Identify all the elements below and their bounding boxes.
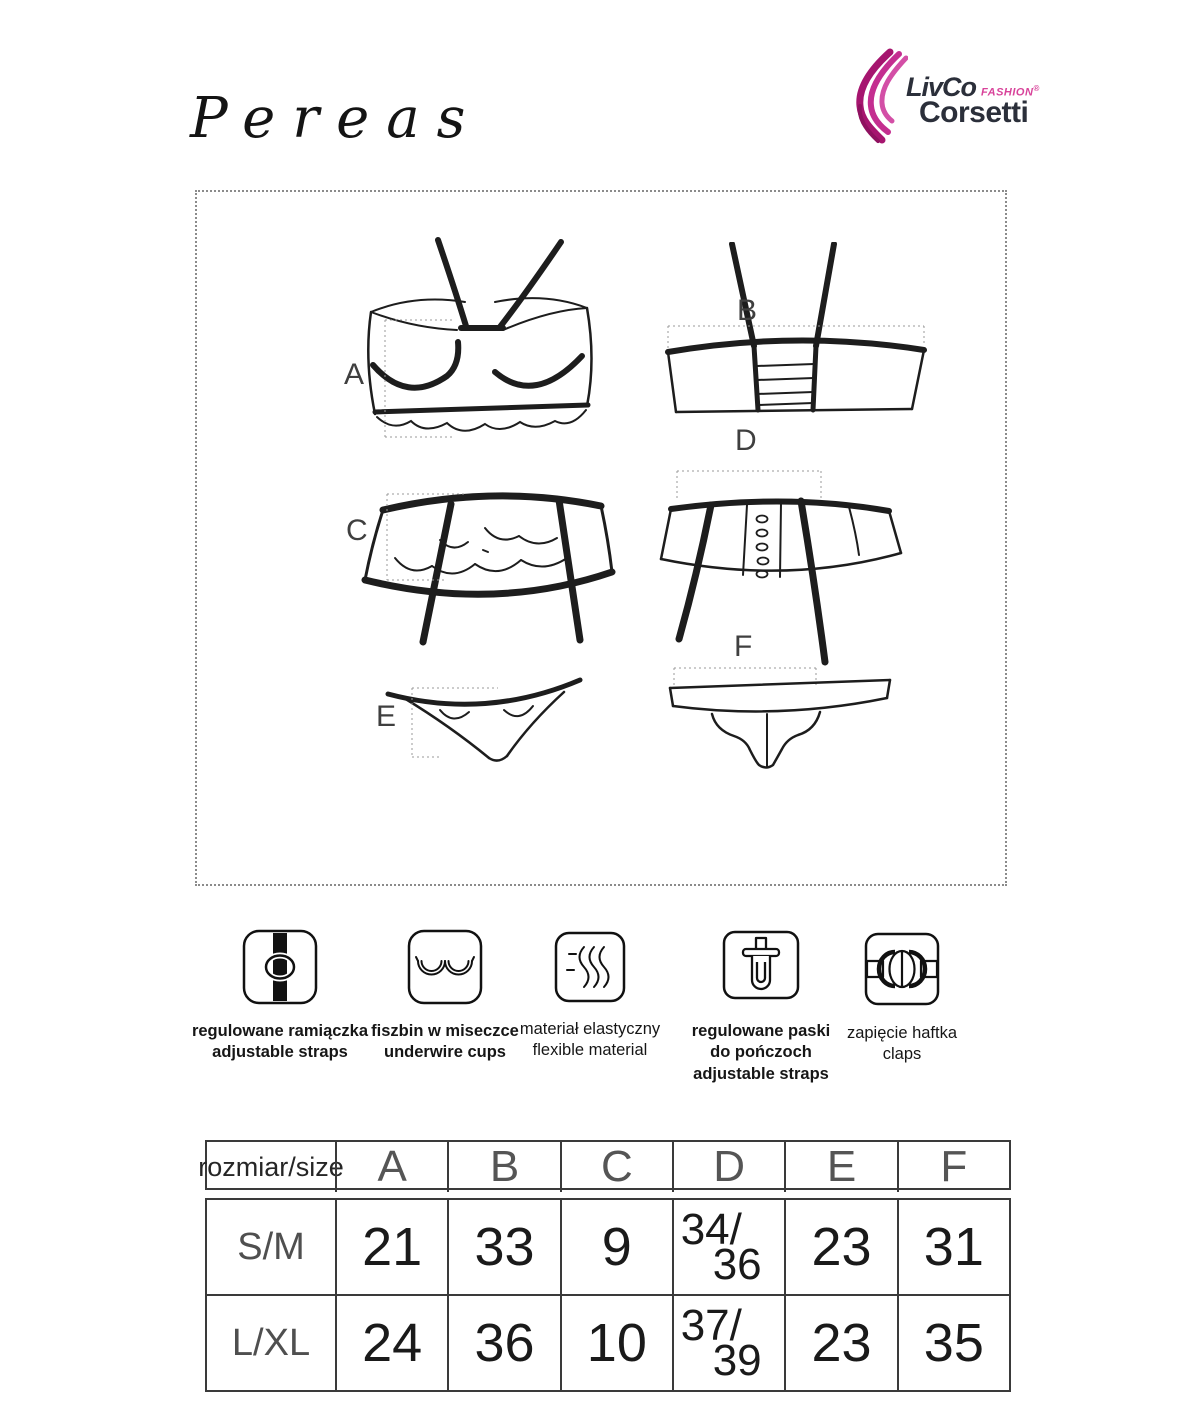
dimension-label-a: A: [344, 358, 365, 391]
dimension-label-c: C: [346, 514, 368, 547]
size-value-cell: 10: [560, 1296, 672, 1390]
feature-label-line: claps: [882, 1045, 922, 1064]
product-title: Pereas: [190, 86, 483, 151]
garter-belt-front-drawing: [335, 480, 625, 695]
brand-logo: [848, 48, 1040, 148]
size-value-cell: 23: [784, 1200, 896, 1294]
size-row-label: L/XL: [231, 1321, 311, 1364]
size-value-cell: 33: [447, 1200, 559, 1294]
bra-front-drawing: [335, 232, 625, 467]
size-table: [198, 1140, 1011, 1392]
size-table-header-cell: C: [560, 1142, 672, 1192]
dimension-label-b: B: [737, 294, 758, 327]
underwire-cups-icon: [406, 928, 484, 1006]
size-row-label: S/M: [237, 1225, 305, 1268]
panty-back-drawing: [654, 650, 934, 770]
hook-clasp-icon: [862, 930, 942, 1008]
stacked-size-value: 34/ 36: [680, 1204, 762, 1289]
garter-clip-icon: [721, 928, 801, 1006]
feature-hook-clasp: [812, 930, 992, 1066]
adjustable-strap-icon: [241, 928, 319, 1006]
size-value-cell: 35: [897, 1296, 1009, 1390]
size-value-cell: 24: [335, 1296, 447, 1390]
feature-label-line: flexible material: [532, 1041, 648, 1060]
feature-adjustable-straps: [190, 928, 370, 1064]
feature-label-line: adjustable straps: [693, 1064, 829, 1083]
feature-label-line: adjustable straps: [212, 1043, 348, 1062]
logo-corsetti: Corsetti: [919, 96, 1029, 129]
feature-label-line: do pończoch: [710, 1043, 812, 1062]
size-table-header-cell: E: [784, 1142, 896, 1192]
stacked-size-value: 37/ 39: [680, 1300, 762, 1385]
logo-swoosh-icon: [848, 48, 908, 146]
dimension-label-d: D: [735, 424, 757, 457]
size-value-cell: [672, 1200, 784, 1294]
registered-mark: ®: [1033, 84, 1040, 94]
size-table-header-cell: D: [672, 1142, 784, 1192]
size-table-row: [207, 1200, 1009, 1294]
dimension-label-f: F: [734, 630, 753, 663]
size-value-cell: 36: [447, 1296, 559, 1390]
dimension-label-e: E: [376, 700, 397, 733]
size-value-cell: 21: [335, 1200, 447, 1294]
size-table-corner-cell: rozmiar/size: [198, 1151, 344, 1182]
feature-flexible-material: [500, 930, 680, 1062]
logo-fashion: FASHION®: [981, 84, 1040, 99]
technical-drawing-box: [195, 190, 1007, 886]
panty-front-drawing: [368, 668, 608, 773]
feature-label-line: zapięcie haftka: [846, 1024, 958, 1042]
size-table-row: [207, 1294, 1009, 1390]
size-table-header-cell: A: [335, 1142, 447, 1192]
logo-text: [906, 72, 1040, 130]
size-value-cell: 9: [560, 1200, 672, 1294]
feature-label-line: materiał elastyczny: [519, 1020, 661, 1038]
feature-label-line: regulowane ramiączka: [191, 1022, 369, 1040]
size-value-cell: 23: [784, 1296, 896, 1390]
size-table-body: [205, 1198, 1011, 1392]
feature-label-line: regulowane paski: [691, 1022, 831, 1040]
size-value-cell: [672, 1296, 784, 1390]
flexible-material-icon: [553, 930, 627, 1004]
size-value-cell: 31: [897, 1200, 1009, 1294]
size-table-header-row: [198, 1140, 1011, 1191]
size-table-header-cell: F: [897, 1142, 1009, 1192]
feature-label-line: fiszbin w miseczce: [371, 1022, 519, 1040]
logo-livco: LivCo: [906, 72, 977, 102]
feature-label-line: underwire cups: [384, 1043, 506, 1062]
size-table-header-cell: B: [447, 1142, 559, 1192]
bra-back-drawing: [652, 242, 942, 427]
